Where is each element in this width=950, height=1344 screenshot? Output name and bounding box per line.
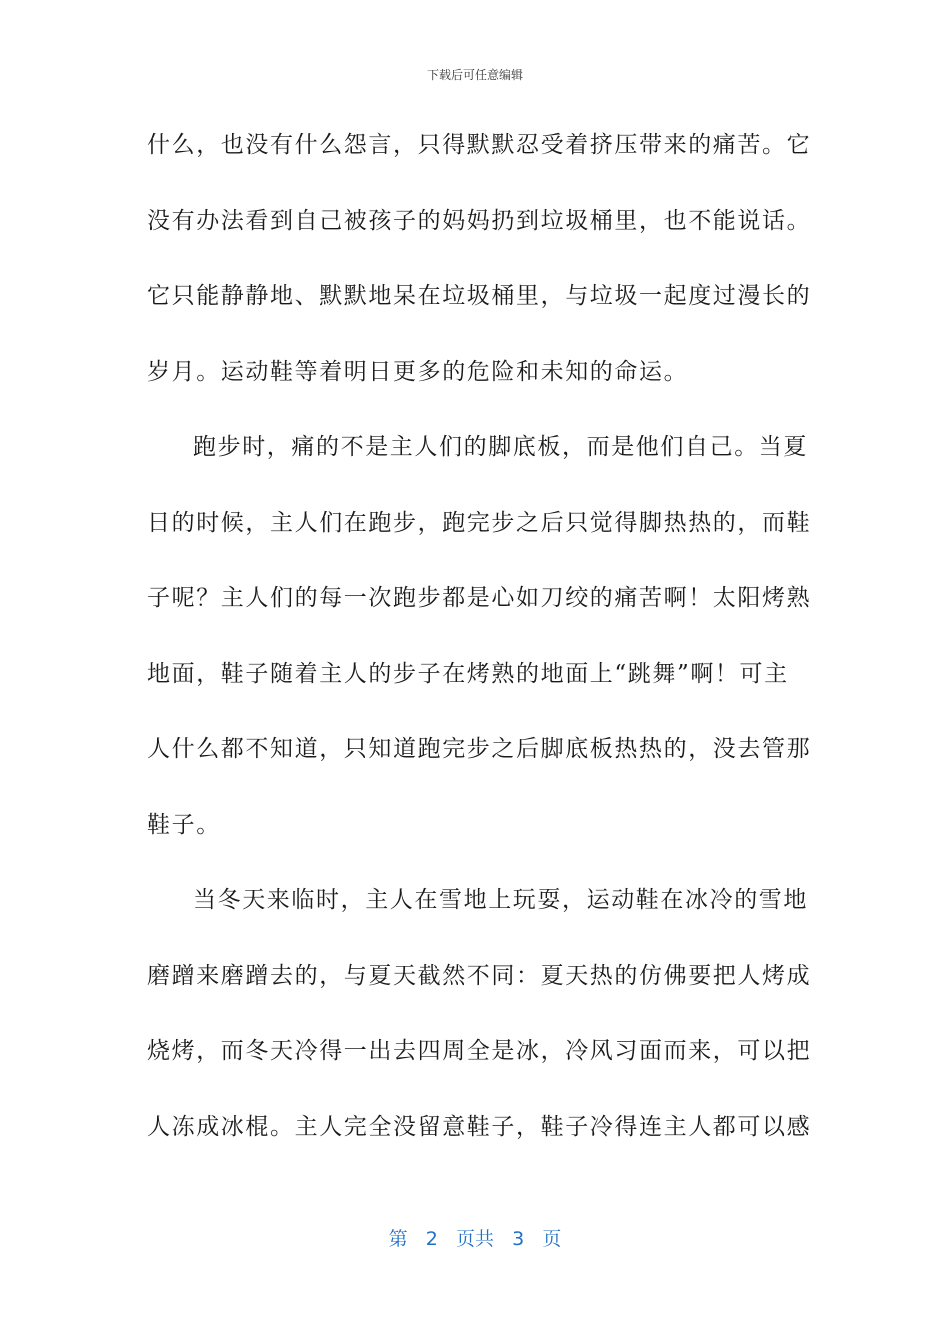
text-line: 没有办法看到自己被孩子的妈妈扔到垃圾桶里，也不能说话。 [147,207,812,234]
text-line: 什么，也没有什么怨言，只得默默忍受着挤压带来的痛苦。它 [147,132,812,158]
page-header: 下载后可任意编辑 [426,68,523,82]
text-line: 它只能静静地、默默地呆在垃圾桶里，与垃圾一起度过漫长的 [147,283,812,309]
document-body [147,108,812,1165]
text-line: 鞋子。 [147,811,221,838]
text-line: 岁月。运动鞋等着明日更多的危险和未知的命运。 [147,358,689,385]
text-line-paragraph-start: 当冬天来临时，主人在雪地上玩耍，运动鞋在冰冷的雪地 [193,887,808,913]
text-line: 磨蹭来磨蹭去的，与夏天截然不同：夏天热的仿佛要把人烤成 [147,962,812,989]
text-line: 地面，鞋子随着主人的步子在烤熟的地面上“跳舞”啊！可主 [147,660,789,687]
footer-suffix: 页 [542,1228,562,1250]
current-page-number: 2 [425,1228,438,1250]
total-pages-number: 3 [512,1228,525,1250]
footer-middle: 页共 [455,1228,494,1250]
text-line: 人什么都不知道，只知道跑完步之后脚底板热热的，没去管那 [147,736,812,762]
footer-prefix: 第 [388,1228,408,1250]
text-line-paragraph-start: 跑步时，痛的不是主人们的脚底板，而是他们自己。当夏 [193,434,808,460]
text-line: 子呢？主人们的每一次跑步都是心如刀绞的痛苦啊！太阳烤熟 [147,585,812,611]
page-number-footer [0,1224,950,1251]
text-line: 日的时候，主人们在跑步，跑完步之后只觉得脚热热的，而鞋 [147,509,812,536]
text-line: 人冻成冰棍。主人完全没留意鞋子，鞋子冷得连主人都可以感 [147,1113,812,1140]
text-line: 烧烤，而冬天冷得一出去四周全是冰，冷风习面而来，可以把 [147,1038,812,1064]
